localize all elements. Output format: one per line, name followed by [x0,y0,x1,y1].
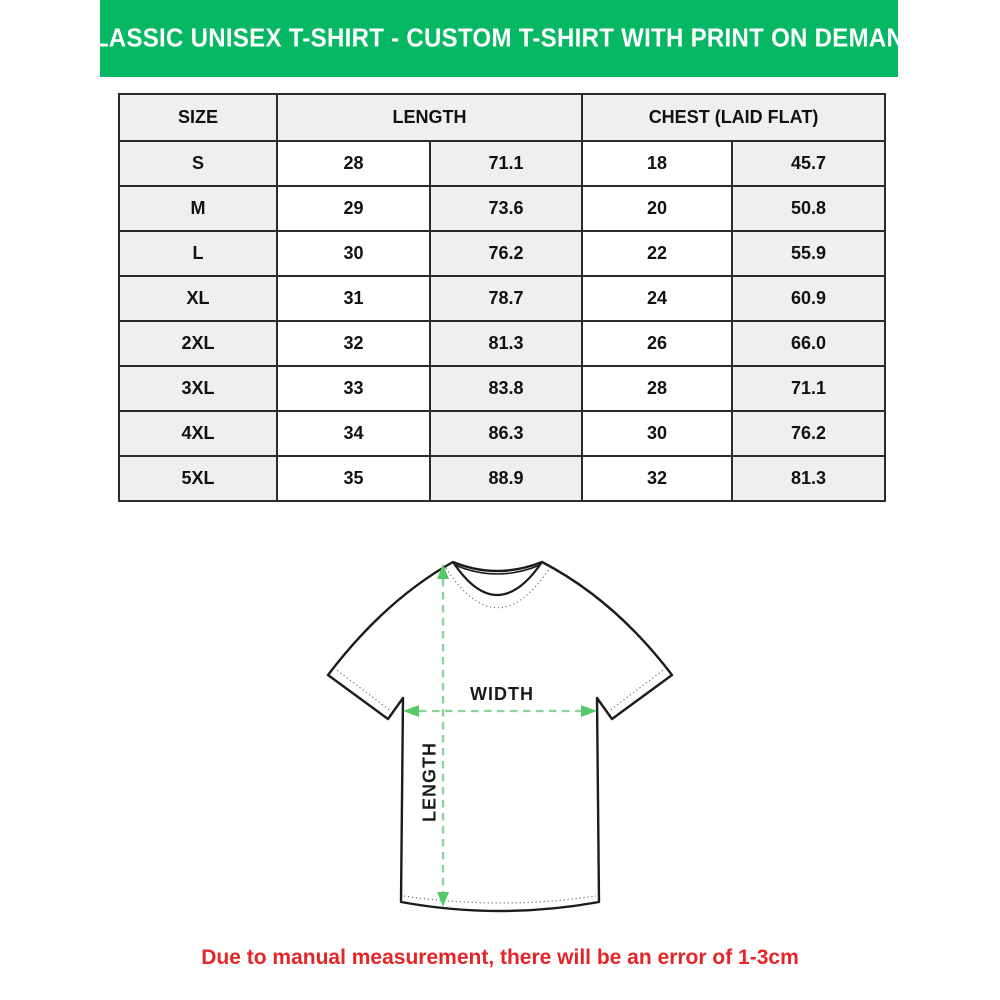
chest-cm-cell: 60.9 [732,276,885,321]
table-row [119,186,885,231]
length-cm-cell: 81.3 [430,321,582,366]
table-row [119,411,885,456]
length-cm-cell: 76.2 [430,231,582,276]
table-row [119,231,885,276]
size-cell: 3XL [119,366,277,411]
tshirt-outline [328,562,672,911]
header-row [119,94,885,141]
chest-in-cell: 32 [582,456,732,501]
column-header-length: LENGTH [277,94,582,141]
chest-in-cell: 20 [582,186,732,231]
chest-cm-cell: 76.2 [732,411,885,456]
chest-cm-cell: 66.0 [732,321,885,366]
title-banner [76,0,922,77]
size-cell: 2XL [119,321,277,366]
length-in-cell: 35 [277,456,430,501]
chest-in-cell: 22 [582,231,732,276]
size-cell: M [119,186,277,231]
length-cm-cell: 83.8 [430,366,582,411]
length-cm-cell: 78.7 [430,276,582,321]
size-cell: S [119,141,277,186]
length-in-cell: 32 [277,321,430,366]
tshirt-svg [300,545,700,935]
size-cell: XL [119,276,277,321]
column-header-chest: CHEST (LAID FLAT) [582,94,885,141]
page-title: CLASSIC UNISEX T-SHIRT - CUSTOM T-SHIRT WITH PRINT ON DEMAND [76,23,922,53]
length-in-cell: 30 [277,231,430,276]
length-in-cell: 34 [277,411,430,456]
chest-in-cell: 28 [582,366,732,411]
length-cm-cell: 86.3 [430,411,582,456]
length-in-cell: 31 [277,276,430,321]
measurement-note: Due to manual measurement, there will be an error of 1-3cm [201,946,799,969]
table-row [119,456,885,501]
length-in-cell: 28 [277,141,430,186]
chest-cm-cell: 71.1 [732,366,885,411]
size-cell: L [119,231,277,276]
size-chart-table [118,93,886,502]
column-header-size: SIZE [119,94,277,141]
length-cm-cell: 88.9 [430,456,582,501]
chest-in-cell: 24 [582,276,732,321]
chest-in-cell: 30 [582,411,732,456]
tshirt-diagram [300,545,700,935]
length-in-cell: 33 [277,366,430,411]
chest-in-cell: 26 [582,321,732,366]
length-cm-cell: 71.1 [430,141,582,186]
table-row [119,276,885,321]
chest-cm-cell: 81.3 [732,456,885,501]
length-label: LENGTH [419,742,440,822]
length-cm-cell: 73.6 [430,186,582,231]
chest-cm-cell: 55.9 [732,231,885,276]
size-cell: 4XL [119,411,277,456]
chest-cm-cell: 45.7 [732,141,885,186]
table-row [119,321,885,366]
width-label: WIDTH [470,684,534,704]
chest-cm-cell: 50.8 [732,186,885,231]
size-cell: 5XL [119,456,277,501]
table-row [119,366,885,411]
table-row [119,141,885,186]
length-in-cell: 29 [277,186,430,231]
chest-in-cell: 18 [582,141,732,186]
